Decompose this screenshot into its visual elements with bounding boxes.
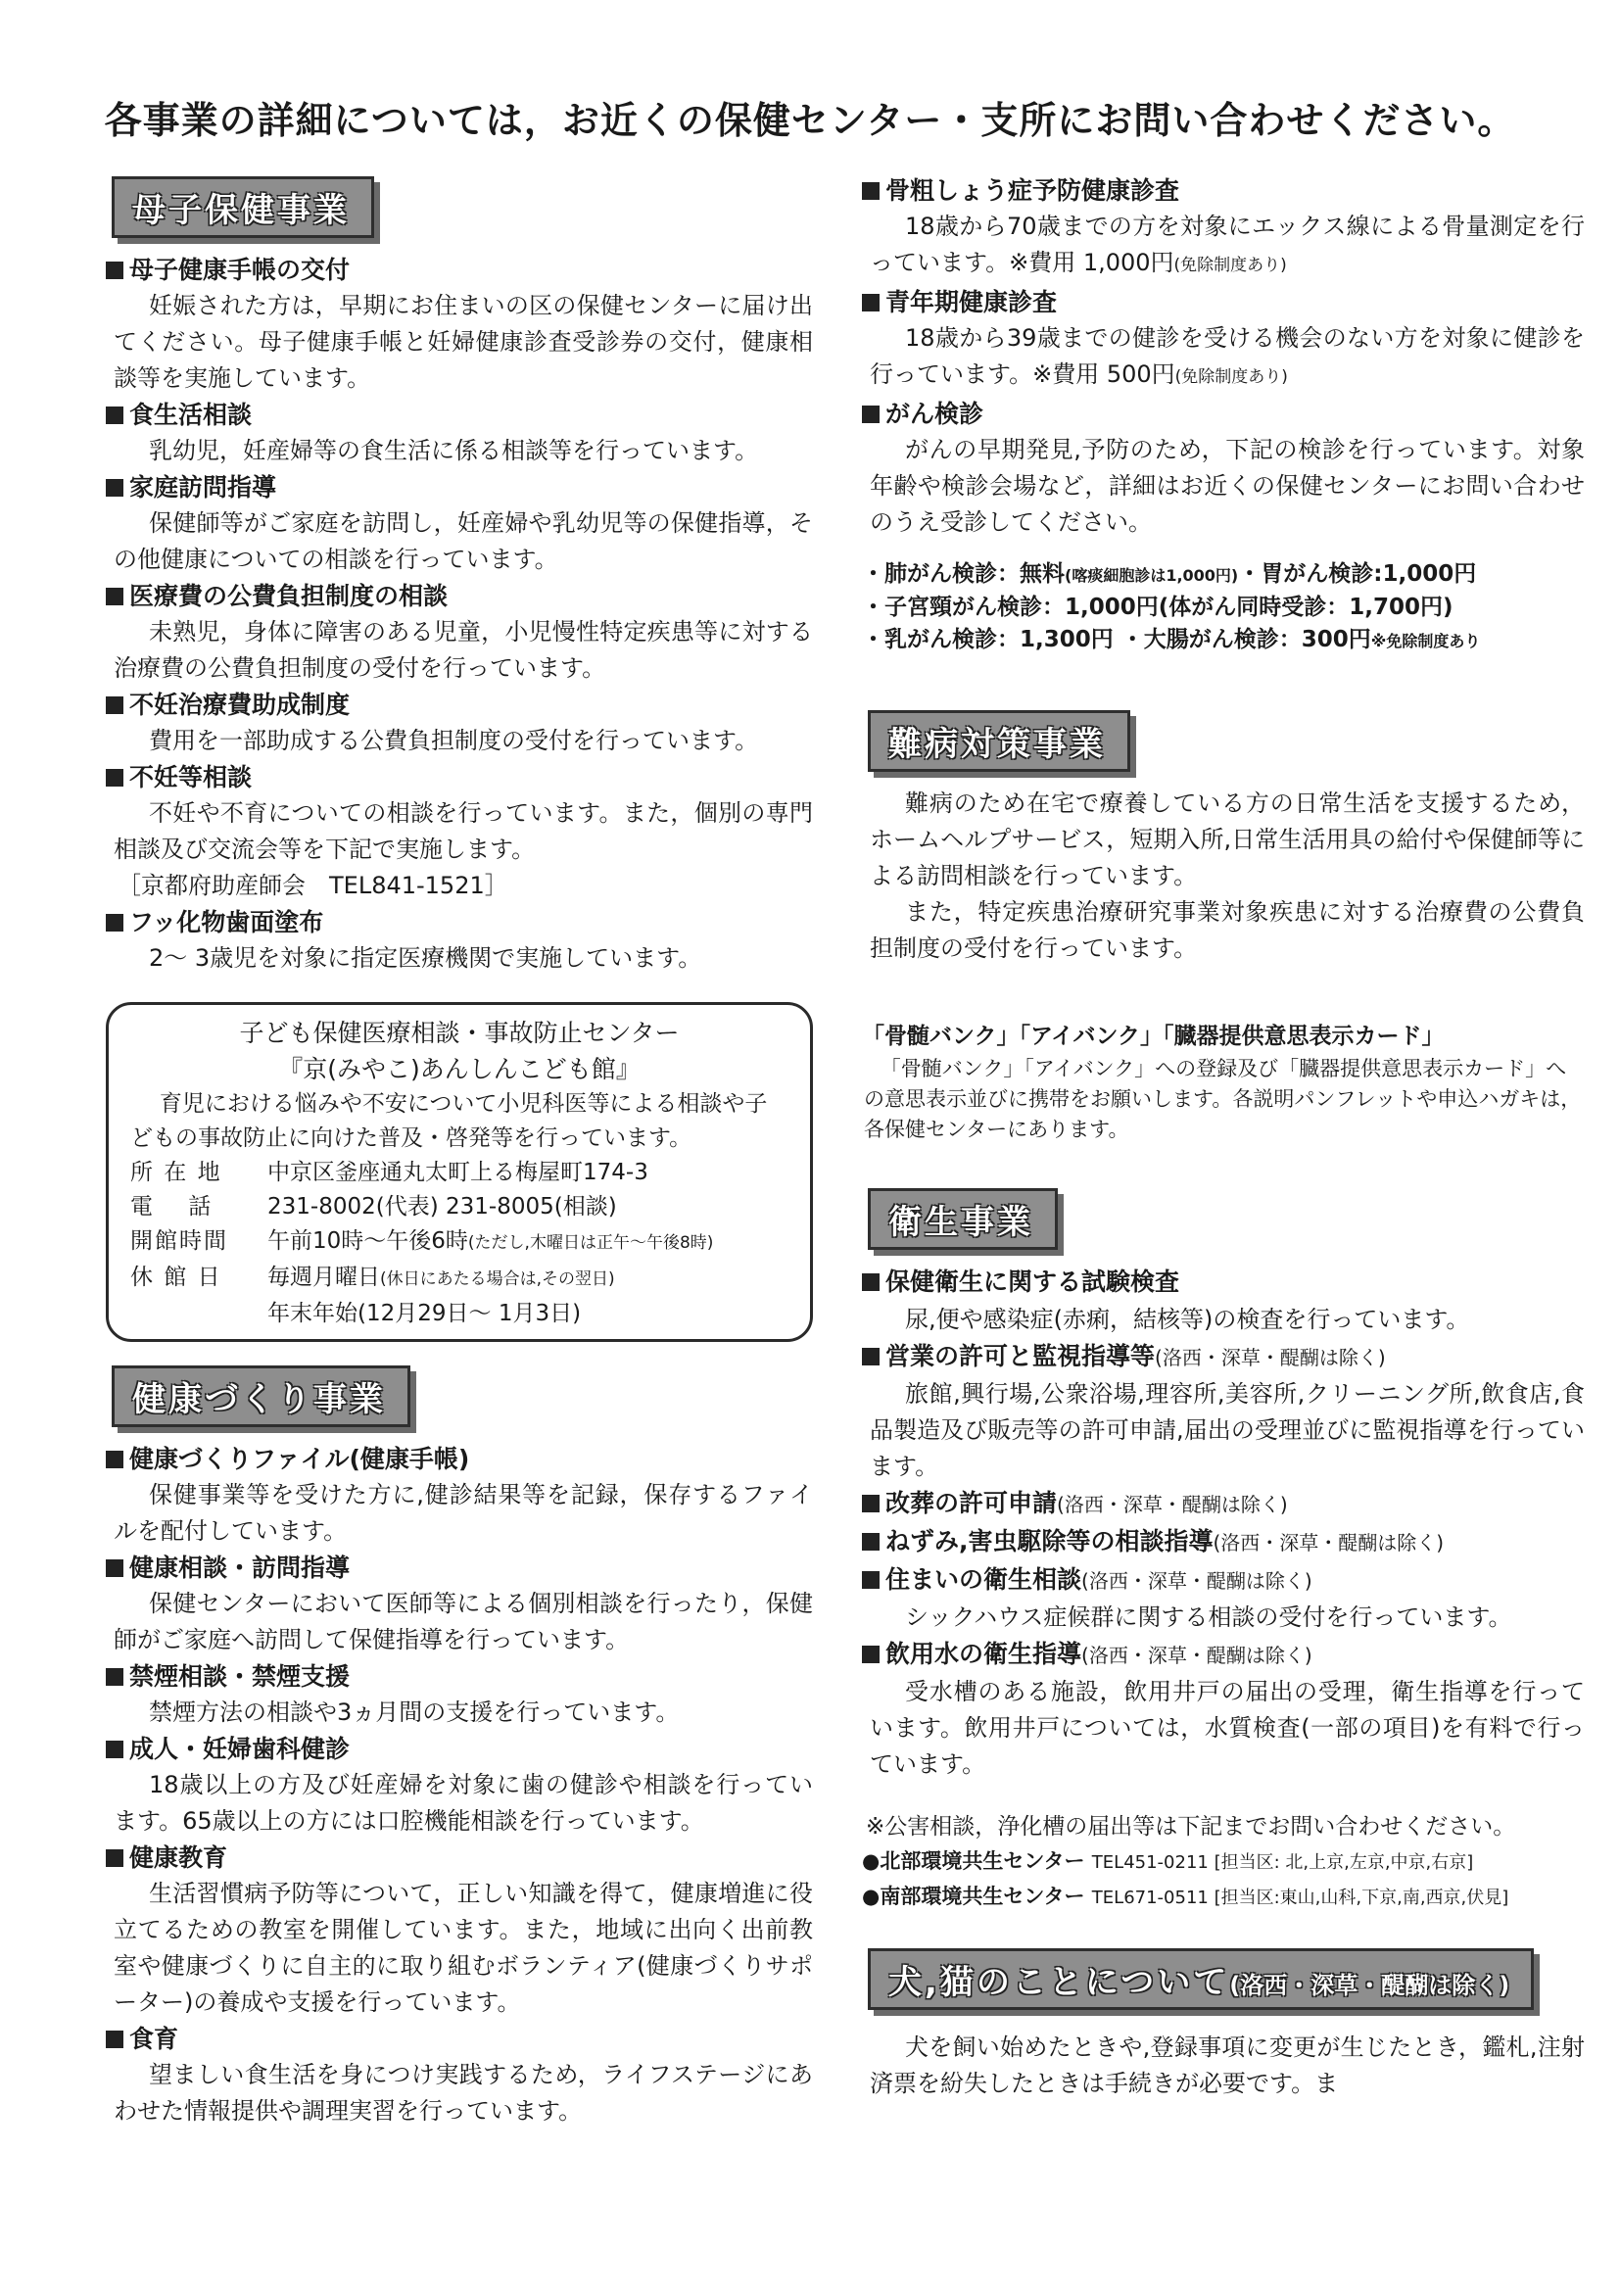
bullet-square-icon	[106, 696, 123, 714]
bullet-square-icon	[862, 182, 880, 200]
item-cancer-screening	[862, 396, 1585, 541]
item-business-permit: 営業の許可と監視指導等(洛西・深草・醍醐は除く) 旅館,興行場,公衆浴場,理容所,美容所,クリーニング所,飲食店,食品製造及び販売等の許可申請,届出の受理並びに監視指導を行っています。	[862, 1338, 1585, 1485]
bullet-square-icon	[862, 294, 880, 311]
intractable-para-2: また，特定疾患治療研究事業対象疾患に対する治療費の公費負担制度の受付を行っています。	[870, 898, 1585, 962]
bullet-square-icon	[862, 1348, 880, 1365]
row-label: 開館時間	[130, 1228, 228, 1254]
item-body: 妊娠された方は，早期にお住まいの区の保健センターに届け出てください。母子健康手帳と妊婦健康診査受診券の交付，健康相談等を実施しています。	[114, 292, 813, 392]
item-body: 受水槽のある施設，飲用井戸の届出の受理，衛生指導を行っています。飲用井戸については，水質検査(一部の項目)を有料で行っています。	[870, 1678, 1585, 1778]
bullet-square-icon	[106, 2031, 123, 2048]
center-closed-row	[130, 1261, 788, 1297]
item-body: 保健センターにおいて医師等による個別相談を行ったり，保健師がご家庭へ訪問して保健指導を行っています。	[114, 1590, 813, 1653]
item-title: 健康づくりファイル(健康手帳)	[129, 1445, 470, 1473]
item-title: 営業の許可と監視指導等	[885, 1342, 1156, 1370]
row-value: 231-8002(代表) 231-8005(相談)	[267, 1194, 617, 1220]
item-infertility-consult	[106, 759, 813, 904]
item-title: 青年期健康診査	[885, 288, 1058, 316]
item-title: 骨粗しょう症予防健康診査	[885, 176, 1180, 205]
item-osteoporosis	[862, 172, 1585, 284]
row-value: 午前10時～午後6時	[267, 1228, 468, 1254]
item-title: フッ化物歯面塗布	[129, 908, 324, 936]
item-title: 医療費の公費負担制度の相談	[129, 582, 449, 610]
center-address-row	[130, 1156, 788, 1190]
section-title-pets: 犬,猫のことについて(洛西・深草・醍醐は除く)	[868, 1948, 1534, 2010]
intractable-para-1: 難病のため在宅で療養している方の日常生活を支援するため，ホームヘルプサービス，短期入所,日常生活用具の給付や保健師等による訪問相談を行っています。	[870, 789, 1585, 889]
bullet-square-icon	[106, 1849, 123, 1867]
item-smoking	[106, 1658, 813, 1731]
pets-body: 犬を飼い始めたときや,登録事項に変更が生じたとき，鑑札,注射済票を紛失したときは手続きが必要です。ま	[870, 2033, 1585, 2097]
item-note: (免除制度あり)	[1173, 256, 1287, 275]
item-body: 乳幼児，妊産婦等の食生活に係る相談等を行っています。	[149, 437, 759, 464]
center-title: 子ども保健医療相談・事故防止センター	[239, 1019, 680, 1047]
bullet-square-icon	[862, 1533, 880, 1551]
bullet-square-icon	[862, 1646, 880, 1663]
center-phone-row	[130, 1190, 788, 1224]
item-title: 健康相談・訪問指導	[129, 1554, 351, 1582]
bullet-square-icon	[106, 1668, 123, 1686]
row-label: 電 話	[130, 1194, 214, 1220]
item-title: 飲用水の衛生指導	[885, 1640, 1082, 1668]
page-headline: 各事業の詳細については，お近くの保健センター・支所にお問い合わせください。	[104, 98, 1516, 142]
bullet-square-icon	[106, 769, 123, 787]
bullet-square-icon	[862, 406, 880, 423]
item-fluoride	[106, 904, 813, 977]
item-title: 家庭訪問指導	[129, 473, 277, 502]
item-body: 禁煙方法の相談や3ヵ月間の支援を行っています。	[149, 1698, 680, 1726]
item-title: 母子健康手帳の交付	[129, 256, 351, 284]
item-housing-hygiene: 住まいの衛生相談(洛西・深草・醍醐は除く) シックハウス症候群に関する相談の受付を行っています。	[862, 1561, 1585, 1636]
item-body: 生活習慣病予防等について，正しい知識を得て，健康増進に役立てるための教室を開催しています。また，地域に出向く出前教室や健康づくりに自主的に取り組むボランティア(健康づくりサポーター)の養成や支援を行っています。	[114, 1880, 813, 2016]
center-hours-row	[130, 1224, 788, 1261]
bullet-square-icon	[106, 1559, 123, 1577]
bullet-square-icon	[106, 1451, 123, 1468]
bullet-square-icon	[862, 1273, 880, 1291]
item-title: がん検診	[885, 400, 984, 428]
section-title-maternal: 母子保健事業	[112, 176, 374, 238]
pollution-note: ※公害相談，浄化槽の届出等は下記までお問い合わせください。	[866, 1814, 1516, 1840]
bullet-square-icon	[106, 914, 123, 932]
row-note: (ただし,木曜日は正午～午後8時)	[467, 1233, 714, 1253]
item-health-file	[106, 1441, 813, 1550]
item-title: 不妊治療費助成制度	[129, 691, 351, 719]
right-column	[862, 172, 1585, 2102]
item-body: 費用を一部助成する公費負担制度の受付を行っています。	[149, 727, 759, 754]
item-note: (免除制度あり)	[1174, 367, 1288, 387]
section-title-intractable-disease: 難病対策事業	[868, 710, 1130, 772]
item-body: 保健事業等を受けた方に,健診結果等を記録，保存するファイルを配付しています。	[114, 1481, 813, 1545]
item-home-visit	[106, 469, 813, 578]
row-note: (休日にあたる場合は,その翌日)	[380, 1269, 615, 1289]
item-body: 18歳から70歳までの方を対象にエックス線による骨量測定を行っています。※費用 1,000円	[870, 213, 1585, 276]
item-infertility-subsidy	[106, 687, 813, 759]
item-reburial: 改葬の許可申請(洛西・深草・醍醐は除く)	[862, 1485, 1585, 1523]
env-center-south: ●南部環境共生センター TEL671-0511 [担当区:東山,山科,下京,南,西京,伏見]	[862, 1885, 1509, 1908]
center-closed-extra: 年末年始(12月29日～ 1月3日)	[267, 1301, 582, 1326]
children-center-box	[106, 1002, 813, 1342]
row-label: 所 在 地	[130, 1160, 222, 1185]
item-food-education	[106, 2021, 813, 2129]
item-body: 保健師等がご家庭を訪問し，妊産婦や乳幼児等の保健指導，その他健康についての相談を行っています。	[114, 509, 813, 573]
bullet-square-icon	[106, 588, 123, 605]
item-title: 食育	[129, 2025, 179, 2053]
row-label: 休 館 日	[130, 1265, 222, 1290]
item-title: 改葬の許可申請	[885, 1489, 1058, 1517]
bullet-square-icon	[106, 262, 123, 279]
item-body: 未熟児，身体に障害のある児童，小児慢性特定疾患等に対する治療費の公費負担制度の受付を行っています。	[114, 618, 813, 682]
fee-line: ・子宮頸がん検診：1,000円(体がん同時受診：1,700円)	[862, 595, 1453, 620]
item-dental	[106, 1731, 813, 1840]
item-title: 食生活相談	[129, 401, 253, 429]
item-title: 成人・妊婦歯科健診	[129, 1735, 351, 1763]
bullet-square-icon	[106, 479, 123, 497]
section-title-sanitation: 衛生事業	[868, 1188, 1058, 1250]
bullet-square-icon	[862, 1495, 880, 1512]
organ-donation-heading: 「骨髄バンク」「アイバンク」「臓器提供意思表示カード」	[862, 1024, 1445, 1049]
item-title: ねずみ,害虫駆除等の相談指導	[885, 1527, 1214, 1555]
item-body: 18歳から39歳までの健診を受ける機会のない方を対象に健診を行っています。※費用 500円	[870, 324, 1585, 388]
item-body: 2～ 3歳児を対象に指定医療機関で実施しています。	[149, 944, 702, 972]
section-title-health-promotion: 健康づくり事業	[112, 1365, 410, 1427]
bullet-square-icon	[862, 1571, 880, 1589]
item-body: 18歳以上の方及び妊産婦を対象に歯の健診や相談を行っています。65歳以上の方には口腔機能相談を行っています。	[114, 1771, 813, 1835]
item-title: 住まいの衛生相談	[885, 1565, 1082, 1594]
item-youth-checkup	[862, 284, 1585, 396]
item-title: 不妊等相談	[129, 763, 253, 791]
midwife-contact: ［京都府助産師会 TEL841-1521］	[118, 872, 508, 899]
center-description: 育児における悩みや不安について小児科医等による相談や子どもの事故防止に向けた普及・啓発等を行っています。	[130, 1091, 768, 1151]
item-health-consult	[106, 1550, 813, 1658]
item-body: がんの早期発見,予防のため，下記の検診を行っています。対象年齢や検診会場など，詳細はお近くの保健センターにお問い合わせのうえ受診してください。	[870, 436, 1585, 536]
cancer-screening-fees	[862, 558, 1585, 657]
item-maternal-handbook	[106, 252, 813, 397]
item-pest-control: ねずみ,害虫駆除等の相談指導(洛西・深草・醍醐は除く)	[862, 1523, 1585, 1561]
env-center-north: ●北部環境共生センター TEL451-0211 [担当区: 北,上京,左京,中京,右京]	[862, 1849, 1474, 1873]
item-body: 旅館,興行場,公衆浴場,理容所,美容所,クリーニング所,飲食店,食品製造及び販売等の許可申請,届出の受理並びに監視指導を行っています。	[870, 1380, 1585, 1480]
item-body: 不妊や不育についての相談を行っています。また，個別の専門相談及び交流会等を下記で実施します。	[114, 799, 813, 863]
item-medical-cost	[106, 578, 813, 687]
item-body: 尿,便や感染症(赤痢，結核等)の検査を行っています。	[905, 1306, 1470, 1333]
row-value: 毎週月曜日	[267, 1265, 380, 1290]
bullet-square-icon	[106, 407, 123, 424]
item-body: 望ましい食生活を身につけ実践するため，ライフステージにあわせた情報提供や調理実習を行っています。	[114, 2061, 813, 2125]
left-column	[106, 174, 813, 2129]
fee-line: ・乳がん検診：1,300円 ・大腸がん検診：300円※免除制度あり	[862, 627, 1481, 652]
bullet-square-icon	[106, 1741, 123, 1758]
item-title: 健康教育	[129, 1843, 228, 1872]
item-body: シックハウス症候群に関する相談の受付を行っています。	[905, 1603, 1512, 1631]
item-lab-test	[862, 1264, 1585, 1338]
center-name: 『京(みやこ)あんしんこども館』	[278, 1055, 641, 1083]
row-value: 中京区釜座通丸太町上る梅屋町174-3	[267, 1160, 648, 1185]
item-drinking-water: 飲用水の衛生指導(洛西・深草・醍醐は除く) 受水槽のある施設，飲用井戸の届出の受理，衛生指導を行っています。飲用井戸については，水質検査(一部の項目)を有料で行っています。	[862, 1636, 1585, 1783]
item-diet-consult	[106, 397, 813, 469]
organ-donation-body: 「骨髄バンク」「アイバンク」への登録及び「臓器提供意思表示カード」への意思表示並びに携帯をお願いします。各説明パンフレットや申込ハガキは，各保健センターにあります。	[864, 1057, 1582, 1141]
item-title: 保健衛生に関する試験検査	[885, 1268, 1180, 1296]
fee-line: ・肺がん検診：無料(喀痰細胞診は1,000円)・胃がん検診:1,000円	[862, 561, 1477, 587]
item-health-education	[106, 1840, 813, 2021]
item-title: 禁煙相談・禁煙支援	[129, 1662, 351, 1691]
